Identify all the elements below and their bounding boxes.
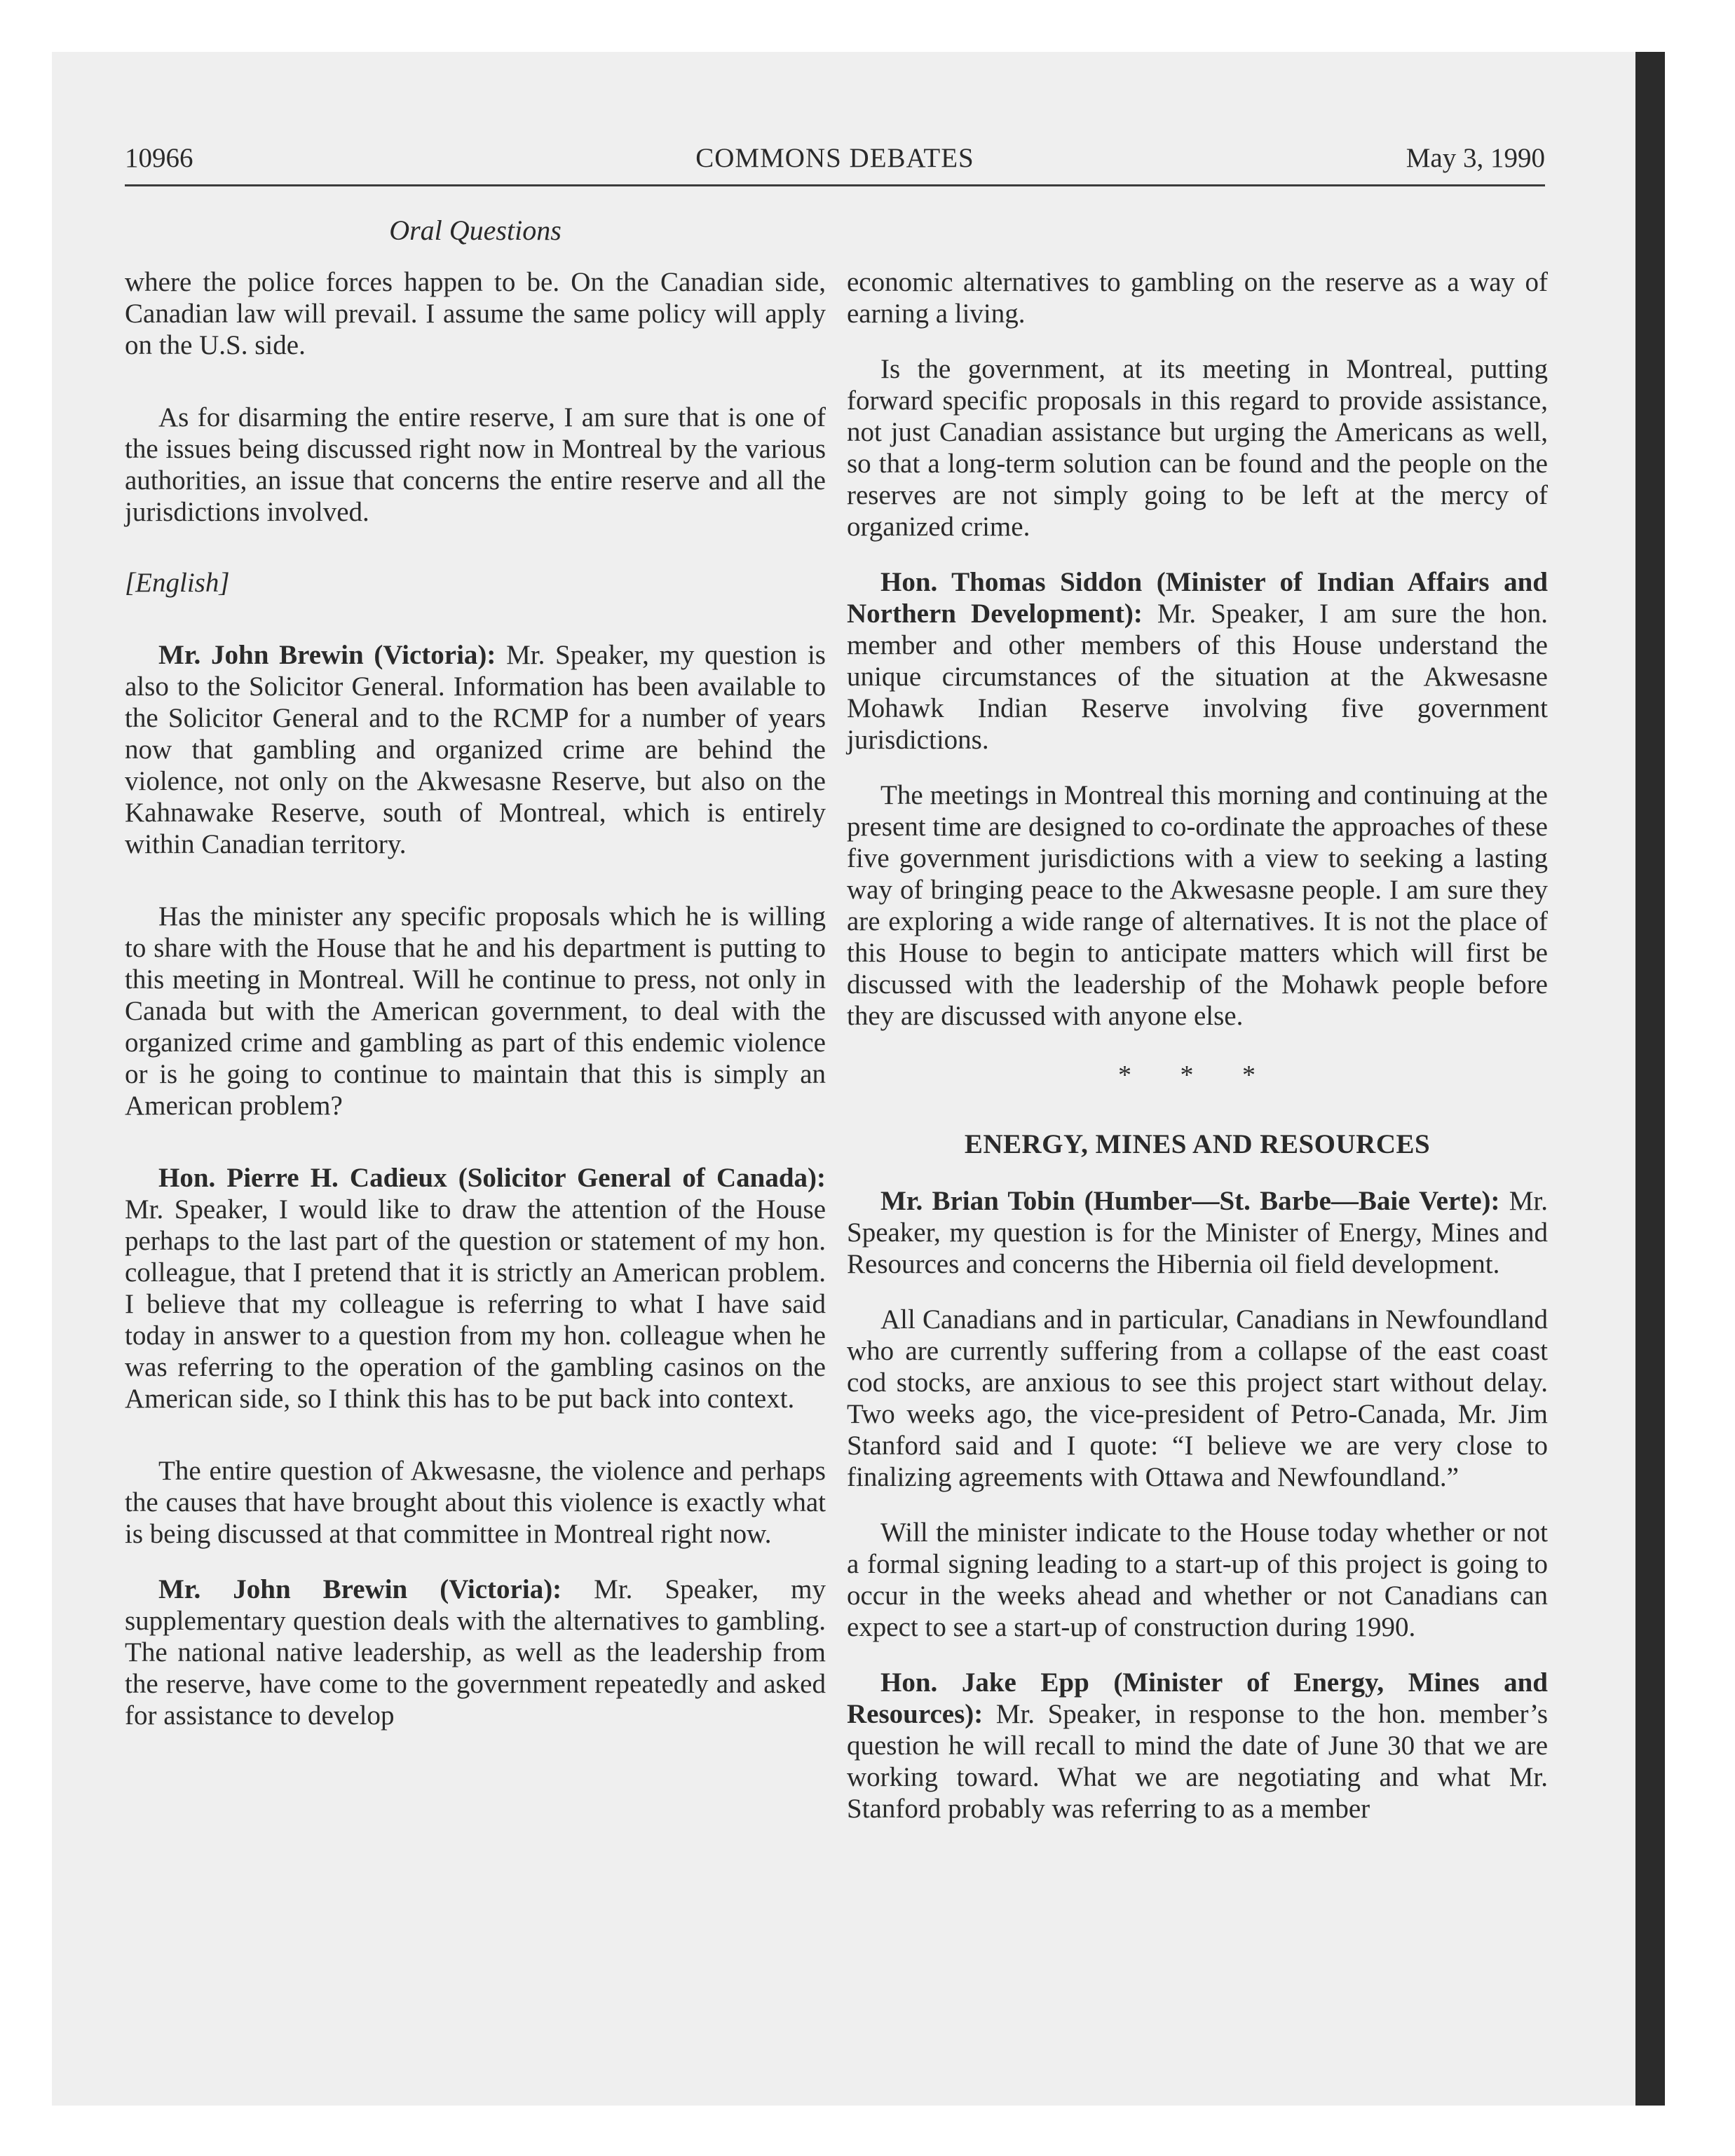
paragraph: economic alternatives to gambling on the reserve as a way of earning a living. (847, 267, 1548, 329)
speaker-name: Hon. Thomas Siddon (Minister of Indian Affairs and Northern Development): (847, 567, 1548, 629)
paragraph: Has the minister any specific proposals which he is willing to share with the House that he and his department is putting to this meeting in Montreal. Will he continue to press, not only in Canada but with the American government, to deal with the organized crime and gambling as part of this endemic violence or is he going to continue to maintain that this is simply an American problem? (125, 901, 826, 1121)
publication-date: May 3, 1990 (1406, 143, 1545, 173)
paragraph: Hon. Pierre H. Cadieux (Solicitor General of Canada): Mr. Speaker, I would like to draw the attention of the House perhaps to the last part of the question or statement of my hon. colleague, that I pretend that it is strictly an American problem. I believe that my colleague is referring to what I have said today in answer to a question from my hon. colleague when he was referring to the operation of the gambling casinos on the American side, so I think this has to be put back into context. (125, 1163, 826, 1414)
page-header (125, 142, 1545, 186)
speaker-name: Mr. Brian Tobin (Humber—St. Barbe—Baie Verte): (880, 1186, 1500, 1216)
paragraph: The meetings in Montreal this morning and continuing at the present time are designed to co-ordinate the approaches of these five government jurisdictions with a view to seeking a lasting way of bringing peace to the Akwesasne people. I am sure they are exploring a wide range of alternatives. It is not the place of this House to begin to anticipate matters which will first be discussed with the leadership of the Mohawk people before they are discussed with anyone else. (847, 780, 1548, 1031)
left-column (125, 266, 826, 1731)
right-column (847, 266, 1548, 1824)
speaker-name: Mr. John Brewin (Victoria): (158, 640, 496, 670)
speaker-name: Mr. John Brewin (Victoria): (158, 1574, 562, 1604)
section-heading: ENERGY, MINES AND RESOURCES (964, 1129, 1431, 1159)
language-tag: [English] (125, 568, 230, 598)
paragraph: The entire question of Akwesasne, the violence and perhaps the causes that have brought about this violence is exactly what is being discussed at that committee in Montreal right now. (125, 1456, 826, 1549)
paragraph: Mr. Brian Tobin (Humber—St. Barbe—Baie Verte): Mr. Speaker, my question is for the Minister of Energy, Mines and Resources and concerns the Hibernia oil field development. (847, 1186, 1549, 1279)
paragraph: Hon. Jake Epp (Minister of Energy, Mines and Resources): Mr. Speaker, in response to the hon. member’s question he will recall to mind the date of June 30 that we are working toward. What we are negotiating and what Mr. Stanford probably was referring to as a member (847, 1667, 1548, 1824)
speaker-name: Hon. Jake Epp (Minister of Energy, Mines and Resources): (847, 1667, 1548, 1729)
section-divider: * * * (1118, 1060, 1277, 1090)
paragraph: All Canadians and in particular, Canadians in Newfoundland who are currently suffering from a collapse of the east coast cod stocks, are anxious to see this project start without delay. Two weeks ago, the vice-president of Petro-Canada, Mr. Jim Stanford said and I quote: “I believe we are very close to finalizing agreements with Ottawa and Newfoundland.” (847, 1304, 1548, 1492)
section-label: Oral Questions (389, 214, 562, 246)
paragraph: Will the minister indicate to the House today whether or not a formal signing leading to a start-up of this project is going to occur in the weeks ahead and whether or not Canadians can expect to see a start-up of construction during 1990. (847, 1517, 1548, 1642)
page-number: 10966 (125, 143, 193, 173)
paragraph: Is the government, at its meeting in Montreal, putting forward specific proposals in this regard to provide assistance, not just Canadian assistance but urging the Americans as well, so that a long-term solution can be found and the people on the reserves are not simply going to be left at the mercy of organized crime. (847, 354, 1548, 542)
paragraph: Mr. John Brewin (Victoria): Mr. Speaker, my supplementary question deals with the alternatives to gambling. The national native leadership, as well as the leadership from the reserve, have come to the government repeatedly and asked for assistance to develop (125, 1574, 826, 1731)
paragraph: As for disarming the entire reserve, I am sure that is one of the issues being discussed right now in Montreal by the various authorities, an issue that concerns the entire reserve and all the jurisdictions involved. (125, 402, 826, 527)
publication-title: COMMONS DEBATES (695, 143, 974, 173)
paragraph: Hon. Thomas Siddon (Minister of Indian Affairs and Northern Development): Mr. Speaker, I am sure the hon. member and other members of this House understand the unique circumstances of the situation at the Akwesasne Mohawk Indian Reserve involving five government jurisdictions. (847, 567, 1548, 755)
paragraph: where the police forces happen to be. On the Canadian side, Canadian law will prevail. I assume the same policy will apply on the U.S. side. (125, 267, 826, 360)
speaker-name: Hon. Pierre H. Cadieux (Solicitor General of Canada): (158, 1163, 826, 1193)
paragraph: Mr. John Brewin (Victoria): Mr. Speaker, my question is also to the Solicitor General. Information has been available to the Solicitor General and to the RCMP for a number of years now that gambling and organized crime are behind the violence, not only on the Akwesasne Reserve, but also on the Kahnawake Reserve, south of Montreal, which is entirely within Canadian territory. (125, 640, 826, 859)
scan-edge-shadow (1635, 52, 1665, 2106)
